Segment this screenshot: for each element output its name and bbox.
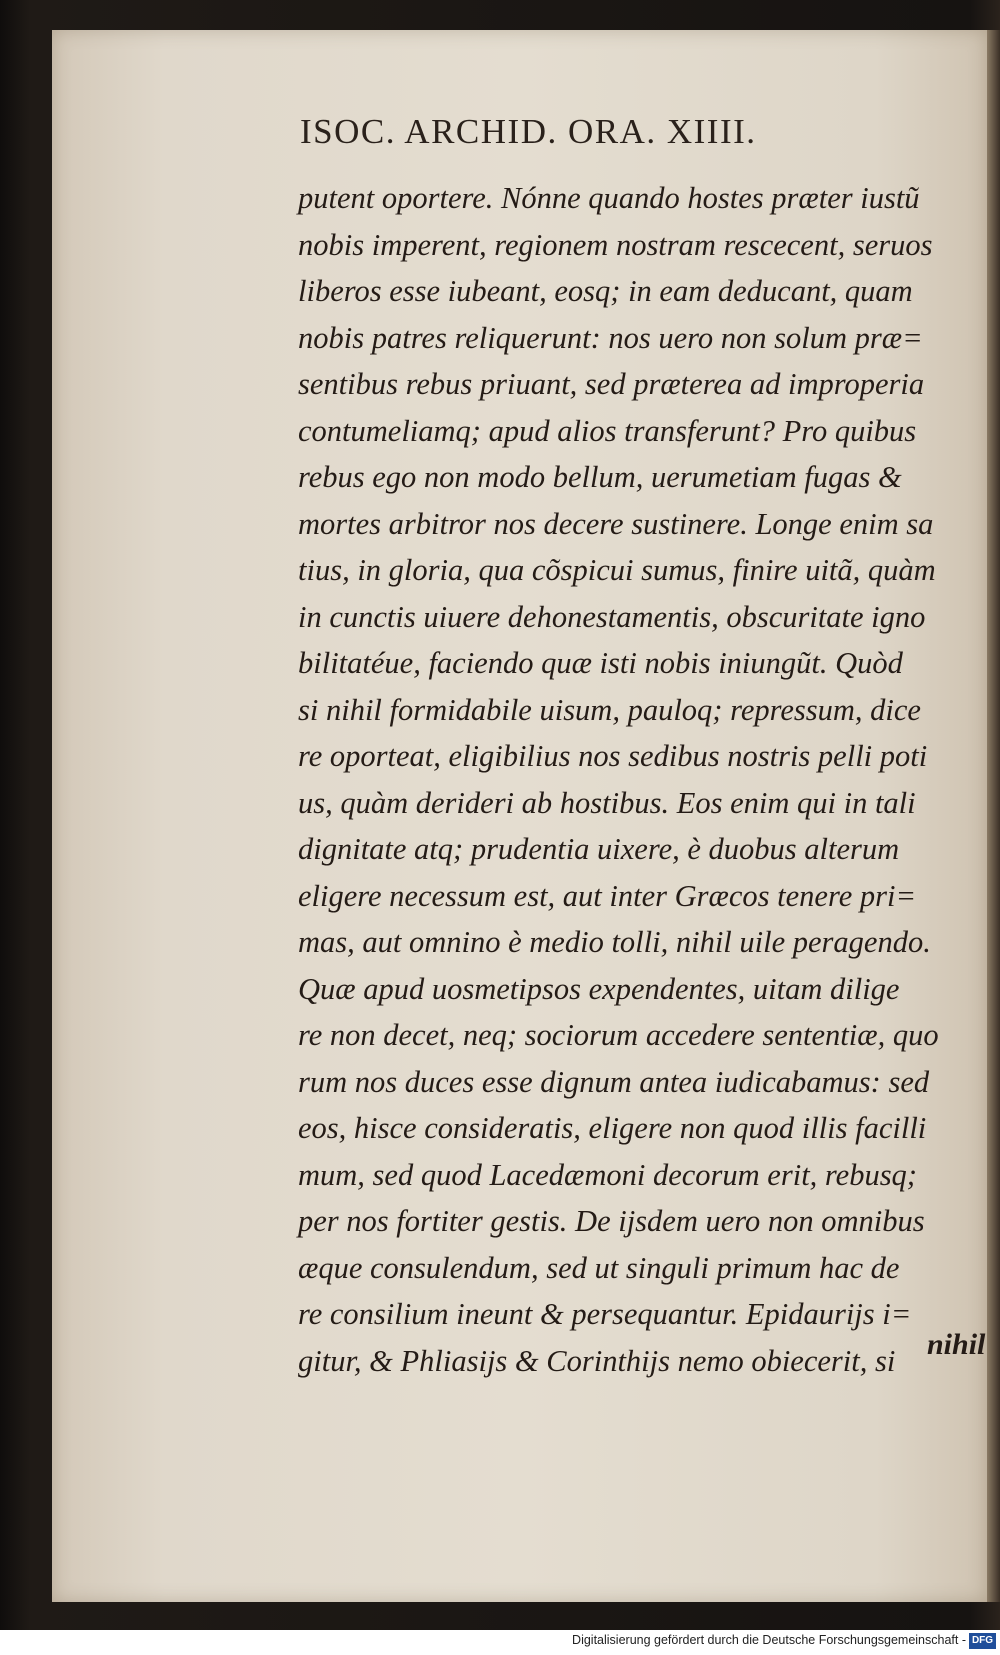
running-header: ISOC. ARCHID. ORA. XIIII.: [300, 112, 757, 151]
funding-notice: Digitalisierung gefördert durch die Deutsche Forschungsgemeinschaft -: [572, 1633, 966, 1647]
text-line-12: si nihil formidabile uisum, pauloq; repressum, dice: [298, 692, 921, 727]
text-line-13: re oporteat, eligibilius nos sedibus nostris pelli poti: [298, 739, 928, 773]
text-line-21: eos, hisce consideratis, eligere non quod illis facilli: [298, 1111, 927, 1145]
text-line-11: bilitatéue, faciendo quæ isti nobis iniungũt. Quòd: [298, 646, 903, 680]
text-line-23: per nos fortiter gestis. De ijsdem uero non omnibus: [298, 1204, 925, 1238]
catchword: nihil: [927, 1328, 986, 1361]
text-line-22: mum, sed quod Lacedæmoni decorum erit, rebusq;: [298, 1157, 917, 1192]
text-line-14: us, quàm derideri ab hostibus. Eos enim qui in tali: [298, 785, 916, 820]
text-line-26: gitur, & Phliasijs & Corinthijs nemo obiecerit, si: [298, 1343, 896, 1378]
text-line-10: in cunctis uiuere dehonestamentis, obscuritate igno: [298, 599, 926, 634]
text-line-1: putent oportere. Nónne quando hostes præter iustũ: [298, 181, 920, 215]
text-line-25: re consilium ineunt & persequantur. Epidaurijs i=: [298, 1297, 912, 1331]
body-text: [298, 175, 968, 1384]
text-line-7: rebus ego non modo bellum, uerumetiam fugas &: [298, 460, 902, 494]
text-line-20: rum nos duces esse dignum antea iudicabamus: sed: [298, 1064, 930, 1099]
text-line-5: sentibus rebus priuant, sed præterea ad improperia: [298, 367, 925, 401]
text-line-15: dignitate atq; prudentia uixere, è duobus alterum: [298, 832, 900, 866]
digitization-footer: [0, 1630, 1000, 1655]
text-line-16: eligere necessum est, aut inter Græcos tenere pri=: [298, 878, 917, 913]
text-line-2: nobis imperent, regionem nostram rescecent, seruos: [298, 227, 933, 262]
adjacent-page-edge: [987, 30, 1000, 1602]
text-line-24: æque consulendum, sed ut singuli primum hac de: [298, 1250, 900, 1285]
text-line-19: re non decet, neq; sociorum accedere sententiæ, quo: [298, 1018, 939, 1052]
text-line-18: Quæ apud uosmetipsos expendentes, uitam dilige: [298, 971, 900, 1006]
text-line-4: nobis patres reliquerunt: nos uero non solum præ=: [298, 320, 923, 355]
text-line-9: tius, in gloria, qua cõspicui sumus, finire uitã, quàm: [298, 553, 936, 587]
text-line-17: mas, aut omnino è medio tolli, nihil uile peragendo.: [298, 925, 931, 959]
text-line-8: mortes arbitror nos decere sustinere. Longe enim sa: [298, 506, 934, 541]
dfg-logo-icon: DFG: [969, 1633, 996, 1649]
text-line-6: contumeliamq; apud alios transferunt? Pro quibus: [298, 413, 917, 448]
text-line-3: liberos esse iubeant, eosq; in eam deducant, quam: [298, 274, 913, 308]
